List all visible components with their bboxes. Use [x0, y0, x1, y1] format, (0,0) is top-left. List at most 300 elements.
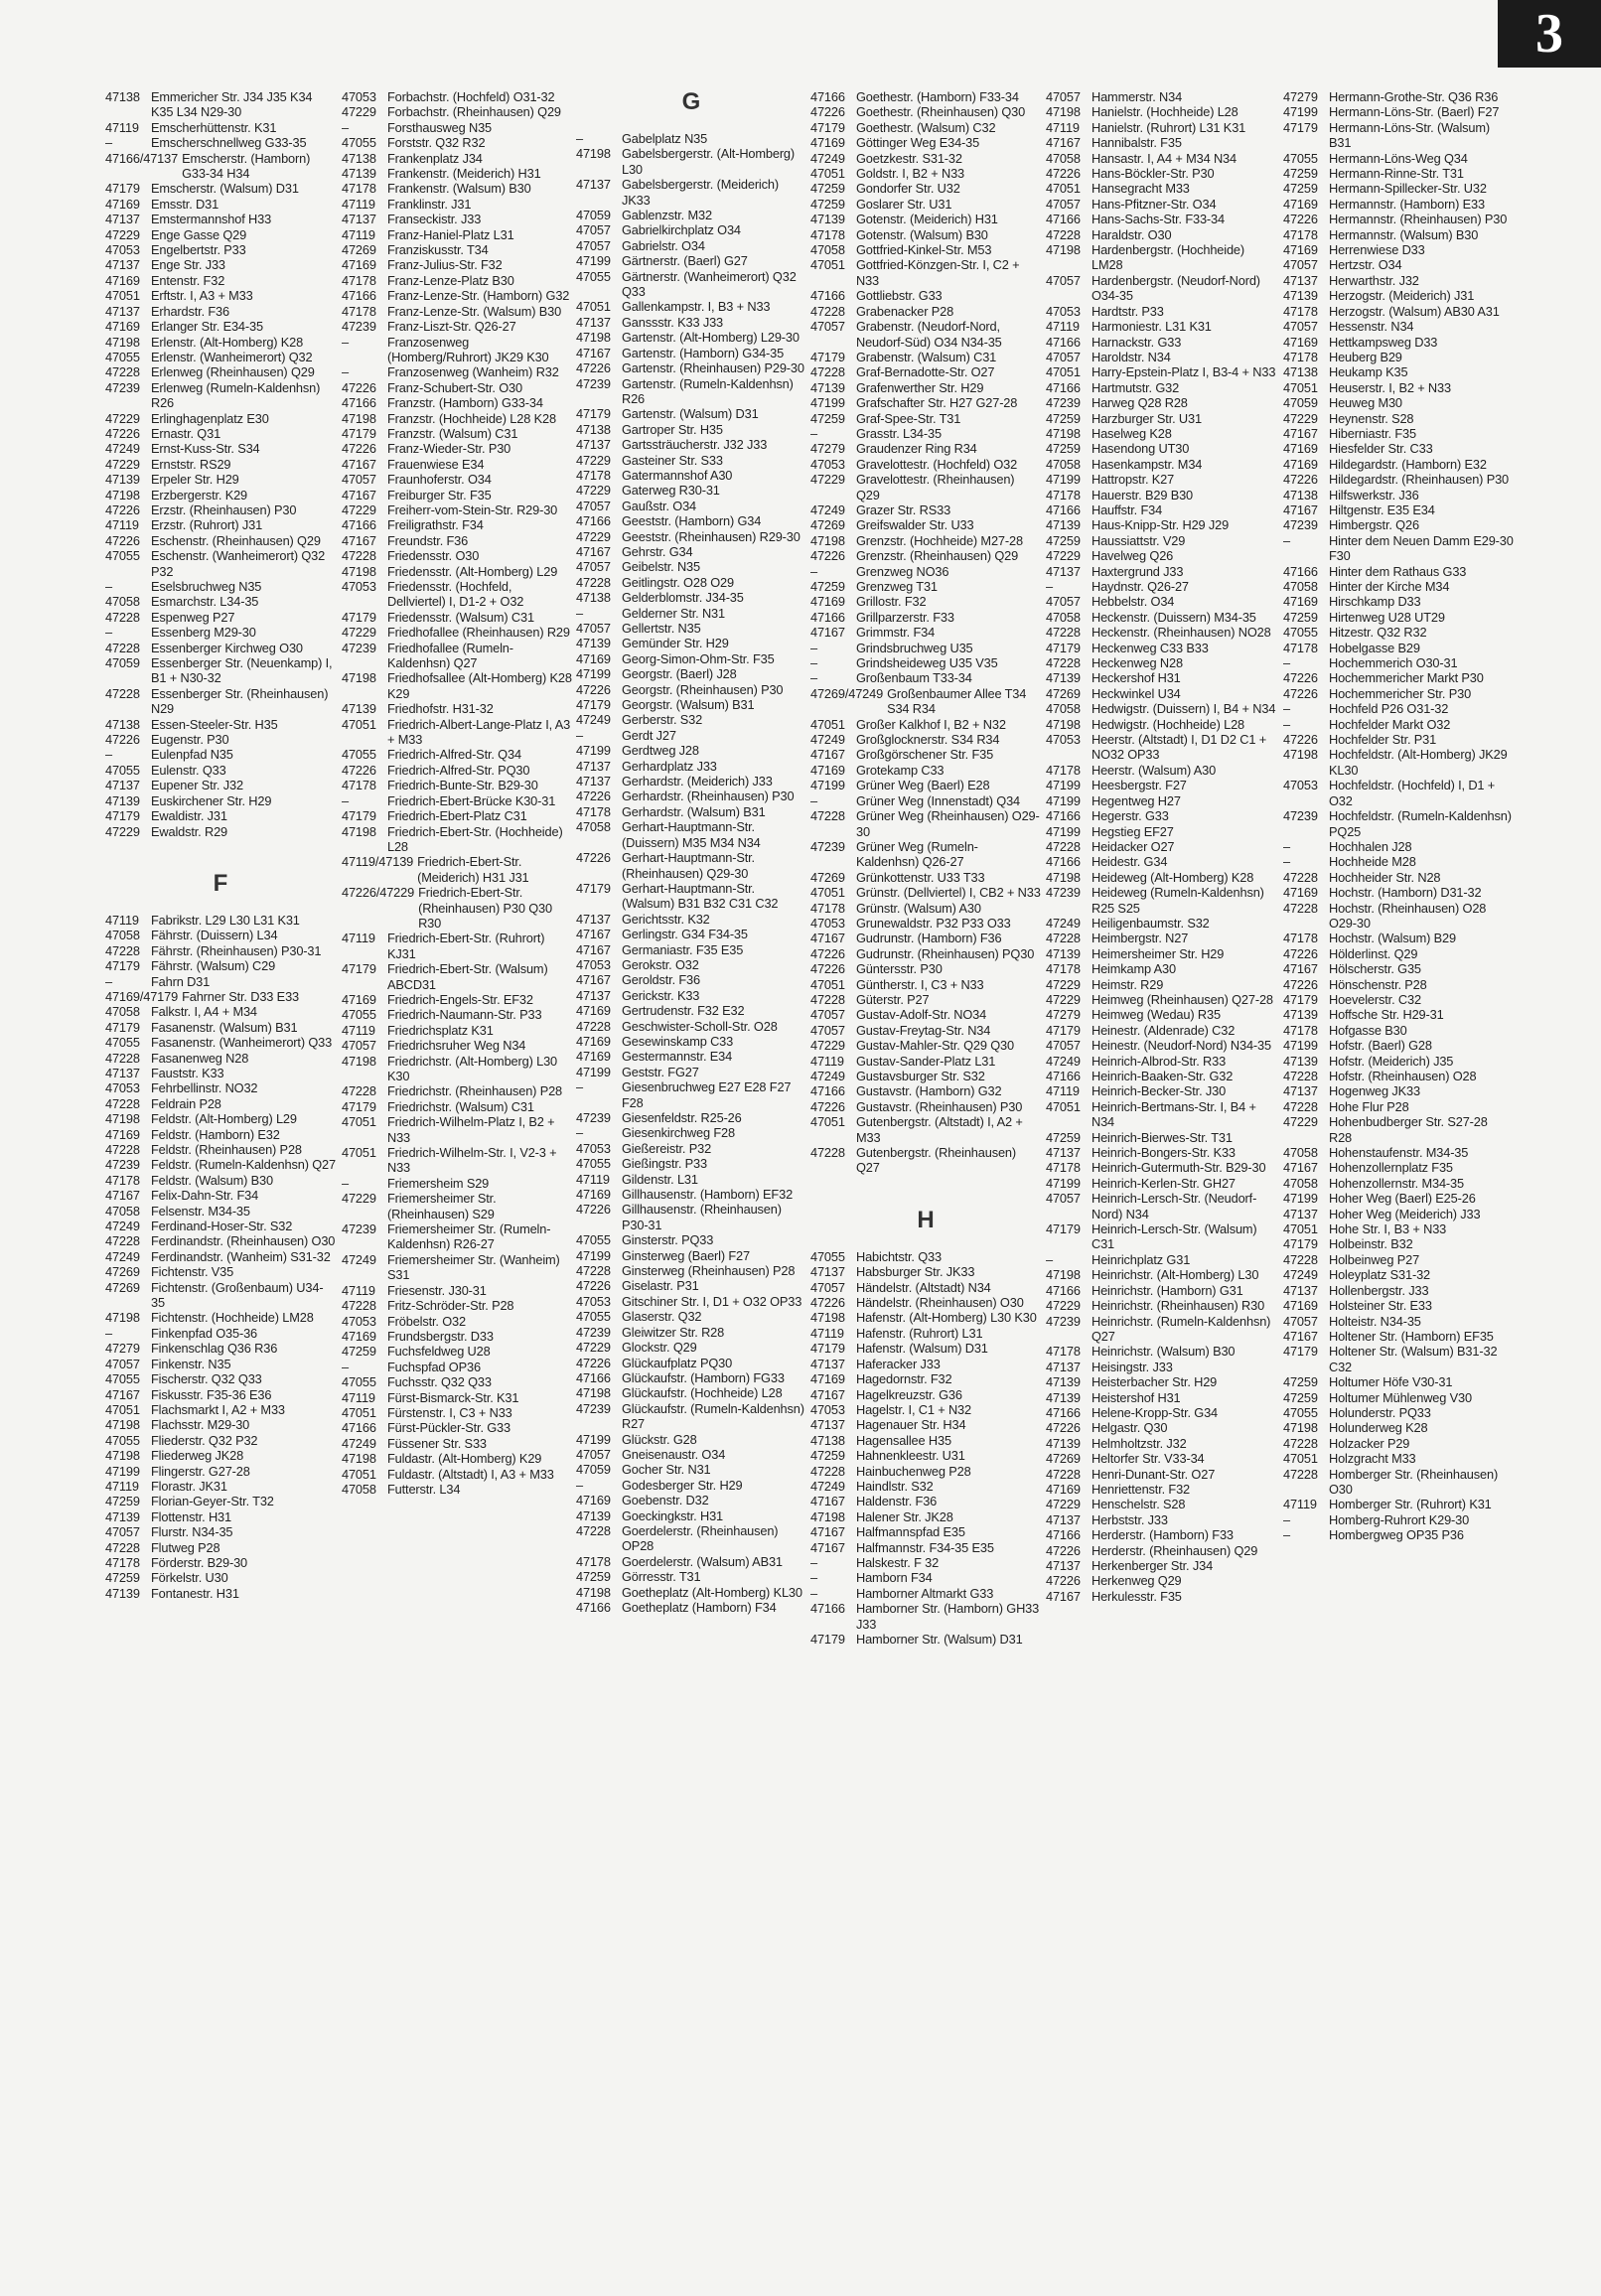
street-entry [810, 411, 1041, 426]
street-entry [576, 360, 806, 375]
postal-code: 47198 [1283, 747, 1318, 763]
postal-code: 47179 [105, 808, 140, 824]
street-name-grid: Geroldstr. F36 [622, 972, 700, 988]
street-entry [342, 1191, 572, 1221]
postal-code: 47058 [105, 1004, 140, 1020]
postal-code: 47169 [576, 650, 611, 666]
postal-code: 47259 [810, 181, 845, 197]
street-name-grid: Holunderweg K28 [1329, 1420, 1428, 1436]
street-name-grid: Hochstr. (Walsum) B29 [1329, 931, 1456, 946]
postal-code: 47119 [1283, 1497, 1317, 1512]
postal-code: 47239 [342, 640, 376, 655]
postal-code: 47198 [105, 1310, 140, 1326]
postal-code: 47166 [1046, 212, 1081, 227]
postal-code: 47139 [810, 379, 845, 395]
postal-code: – [810, 563, 817, 579]
street-name-grid: Grabenstr. (Neudorf-Nord, Neudorf-Süd) O34 N34-35 [856, 319, 1002, 350]
postal-code: 47228 [576, 574, 611, 590]
street-entry [576, 666, 806, 681]
street-entry [342, 548, 572, 563]
postal-code: – [576, 1125, 583, 1141]
street-entry [1046, 166, 1276, 181]
street-name-grid: Ginsterweg (Baerl) F27 [622, 1247, 750, 1263]
street-name-grid: Enge Gasse Q29 [151, 226, 247, 242]
street-entry [1046, 120, 1276, 135]
street-name-grid: Gerichtsstr. K32 [622, 911, 710, 927]
street-entry [1283, 1236, 1514, 1251]
street-name-grid: Fuldastr. (Altstadt) I, A3 + M33 [387, 1466, 554, 1482]
street-entry [342, 808, 572, 823]
street-entry [1283, 564, 1514, 579]
street-entry [810, 992, 1041, 1007]
postal-code: 47226 [1046, 1542, 1081, 1558]
postal-code: 47239 [342, 1221, 376, 1237]
postal-code: 47228 [105, 942, 140, 958]
street-entry [105, 181, 336, 196]
street-entry [576, 1523, 806, 1554]
street-name-grid: Heinestr. (Neudorf-Nord) N34-35 [1092, 1038, 1271, 1054]
street-name-grid: Hofstr. (Rheinhausen) O28 [1329, 1069, 1477, 1083]
postal-code: 47199 [1046, 792, 1081, 808]
street-name-grid: Haussiattstr. V29 [1092, 532, 1186, 548]
street-entry [342, 364, 572, 379]
postal-code: 47226 [1283, 976, 1318, 992]
street-name-grid: Heinrichstr. (Alt-Homberg) L30 [1092, 1267, 1259, 1283]
postal-code: 47055 [576, 268, 611, 284]
street-name-grid: Gelderblomstr. J34-35 [622, 590, 744, 606]
street-entry [1046, 808, 1276, 823]
street-entry [810, 212, 1041, 226]
postal-code: 47228 [105, 685, 140, 701]
street-entry [1283, 1344, 1514, 1374]
postal-code: 47229 [576, 483, 611, 499]
street-entry [810, 257, 1041, 288]
street-entry [342, 166, 572, 181]
postal-code: 47269 [810, 517, 845, 533]
street-entry [576, 621, 806, 636]
postal-code: 47198 [1046, 104, 1081, 120]
street-entry [105, 533, 336, 548]
street-name-grid: Herrenwiese D33 [1329, 242, 1425, 258]
street-name-grid: Hafenstr. (Walsum) D31 [856, 1341, 988, 1357]
postal-code: 47226 [576, 789, 611, 804]
street-name-grid: Friedensstr. O30 [387, 548, 480, 564]
street-entry [1283, 441, 1514, 456]
postal-code: 47138 [342, 150, 376, 166]
street-entry [576, 1309, 806, 1324]
street-entry [105, 227, 336, 242]
street-entry [1046, 1527, 1276, 1542]
postal-code: 47169 [576, 1003, 611, 1019]
postal-code: 47055 [342, 135, 376, 151]
street-entry [342, 1314, 572, 1329]
street-entry [1046, 1344, 1276, 1359]
street-entry [105, 1127, 336, 1142]
street-entry [1283, 778, 1514, 808]
postal-code: 47057 [1046, 1038, 1081, 1054]
street-entry [1046, 1099, 1276, 1130]
street-name-grid: Hochheide M28 [1329, 854, 1416, 870]
street-entry [1046, 1512, 1276, 1527]
street-entry [1283, 579, 1514, 594]
postal-code: 47229 [105, 823, 140, 839]
street-entry [810, 1249, 1041, 1264]
street-entry [810, 166, 1041, 181]
street-entry [105, 89, 336, 120]
postal-code: 47137 [576, 987, 611, 1003]
street-entry [342, 641, 572, 671]
street-name-grid: Fiskusstr. F35-36 E36 [151, 1386, 272, 1402]
street-entry [105, 1051, 336, 1066]
street-name-grid: Euskirchener Str. H29 [151, 792, 272, 808]
postal-code: 47057 [1046, 1191, 1081, 1207]
street-entry [1046, 916, 1276, 931]
postal-code: 47239 [1046, 395, 1081, 411]
street-entry [576, 1278, 806, 1293]
postal-code: 47229 [1046, 991, 1081, 1007]
street-name-grid: Glaserstr. Q32 [622, 1309, 702, 1325]
street-name-grid: Frauenwiese E34 [387, 456, 485, 472]
postal-code: 47226 [342, 762, 376, 778]
street-entry [1046, 380, 1276, 395]
street-name-grid: Hohenzollernstr. M34-35 [1329, 1175, 1464, 1191]
street-entry [105, 472, 336, 487]
street-name-grid: Gildenstr. L31 [622, 1171, 698, 1187]
street-name-grid: Gabrielkirchplatz O34 [622, 222, 741, 238]
postal-code: 47058 [105, 928, 140, 943]
postal-code: 47167 [1046, 1588, 1081, 1604]
street-name-grid: Heinrich-Lersch-Str. (Neudorf-Nord) N34 [1092, 1191, 1257, 1221]
street-entry [1046, 1083, 1276, 1098]
postal-code: 47179 [1283, 119, 1318, 135]
street-entry [1283, 395, 1514, 410]
postal-code: – [342, 334, 349, 350]
street-entry [1283, 288, 1514, 303]
postal-code: 47269 [1046, 685, 1081, 701]
street-name-grid: Hoher Weg (Meiderich) J33 [1329, 1206, 1481, 1221]
street-entry [1046, 625, 1276, 640]
postal-code: 47226 [105, 425, 140, 441]
street-entry [810, 1295, 1041, 1310]
street-name-grid: Hochfeld P26 O31-32 [1329, 701, 1449, 717]
street-entry [105, 502, 336, 517]
street-name-grid: Eulenpfad N35 [151, 747, 233, 763]
street-name-grid: Gasteiner Str. S33 [622, 452, 723, 468]
postal-code: 47137 [1046, 1145, 1081, 1161]
postal-code: 47259 [1046, 1129, 1081, 1145]
street-entry [105, 242, 336, 257]
street-name-grid: Fahrn D31 [151, 973, 211, 989]
street-name-grid: Georgstr. (Rheinhausen) P30 [622, 681, 784, 697]
street-entry [576, 483, 806, 498]
street-name-grid: Goebenstr. D32 [622, 1493, 709, 1508]
street-name-grid: Hiltgenstr. E35 E34 [1329, 502, 1435, 517]
street-name-grid: Franz-Schubert-Str. O30 [387, 379, 522, 395]
street-name-grid: Fuchsstr. Q32 Q33 [387, 1374, 492, 1390]
street-name-grid: Hagensallee H35 [856, 1432, 951, 1448]
street-name-grid: Hochstr. (Hamborn) D31-32 [1329, 885, 1482, 901]
street-entry [810, 610, 1041, 625]
street-name-grid: Gravelottestr. (Rheinhausen) Q29 [856, 472, 1015, 502]
postal-code: 47139 [576, 636, 611, 651]
postal-code: 47167 [810, 1524, 845, 1540]
postal-code: 47137 [1046, 1558, 1081, 1573]
street-name-grid: Heidestr. G34 [1092, 854, 1168, 870]
postal-code: 47178 [342, 778, 376, 793]
street-name-grid: Göttinger Weg E34-35 [856, 135, 980, 151]
street-entry [105, 943, 336, 958]
street-entry [1283, 457, 1514, 472]
street-name-grid: Güterstr. P27 [856, 991, 930, 1007]
street-name-grid: Fliederstr. Q32 P32 [151, 1432, 258, 1448]
street-name-grid: Hedwigstr. (Duissern) I, B4 + N34 [1092, 701, 1276, 717]
street-entry [1046, 1038, 1276, 1053]
street-name-grid: Hermann-Löns-Str. (Baerl) F27 [1329, 104, 1500, 120]
street-name-grid: Hansastr. I, A4 + M34 N34 [1092, 150, 1237, 166]
street-name-grid: Heistershof H31 [1092, 1389, 1181, 1405]
street-name-grid: Grafenwerther Str. H29 [856, 379, 984, 395]
street-entry [810, 564, 1041, 579]
postal-code: 47139 [576, 1507, 611, 1523]
street-entry [576, 774, 806, 789]
street-name-grid: Gartenstr. (Hamborn) G34-35 [622, 345, 785, 360]
postal-code: 47179 [1283, 1236, 1318, 1252]
postal-code: 47228 [105, 1233, 140, 1249]
street-entry [105, 655, 336, 686]
street-name-grid: Godesberger Str. H29 [622, 1477, 743, 1493]
street-entry [576, 330, 806, 345]
street-name-grid: Friedrichsruher Weg N34 [387, 1038, 526, 1054]
street-entry [810, 1417, 1041, 1432]
street-entry [342, 717, 572, 748]
street-entry [576, 927, 806, 941]
postal-code: 47178 [576, 803, 611, 819]
postal-code: 47055 [105, 1035, 140, 1051]
street-entry [1046, 594, 1276, 609]
postal-code: 47167 [1283, 425, 1318, 441]
street-entry [576, 1447, 806, 1462]
street-name-grid: Hagenauer Str. H34 [856, 1417, 966, 1433]
postal-code: 47228 [1046, 625, 1081, 641]
street-entry [105, 808, 336, 823]
street-name-grid: Fährstr. (Rheinhausen) P30-31 [151, 942, 322, 958]
street-name-grid: Hanielstr. (Ruhrort) L31 K31 [1092, 119, 1246, 135]
street-entry [1046, 579, 1276, 594]
street-entry [342, 1283, 572, 1298]
postal-code: 47139 [105, 792, 140, 808]
index-column-2 [342, 89, 572, 1497]
postal-code: 47169 [810, 762, 845, 778]
postal-code: 47169 [105, 1126, 140, 1142]
street-entry [342, 961, 572, 992]
street-entry [810, 1448, 1041, 1463]
street-name-grid: Hanielstr. (Hochheide) L28 [1092, 104, 1238, 120]
street-entry [810, 426, 1041, 441]
street-entry [1283, 335, 1514, 350]
street-name-grid: Harweg Q28 R28 [1092, 395, 1188, 411]
street-name-grid: Geibelstr. N35 [622, 559, 700, 575]
street-name-grid: Hagelstr. I, C1 + N32 [856, 1401, 971, 1417]
postal-code: 47053 [105, 242, 140, 258]
street-entry [1283, 1314, 1514, 1329]
postal-code: 47179 [105, 181, 140, 197]
postal-code: 47051 [810, 257, 845, 273]
postal-code: – [1283, 1511, 1290, 1527]
street-name-grid: Holeyplatz S31-32 [1329, 1267, 1431, 1283]
street-entry [1283, 227, 1514, 242]
street-entry [1046, 335, 1276, 350]
street-name-grid: Fauststr. K33 [151, 1065, 224, 1080]
street-entry [1046, 319, 1276, 334]
street-name-grid: Hasenkampstr. M34 [1092, 456, 1203, 472]
postal-code: 47055 [105, 1432, 140, 1448]
postal-code: 47226 [105, 732, 140, 748]
street-entry [1283, 472, 1514, 487]
street-name-grid: Erzstr. (Rheinhausen) P30 [151, 502, 297, 517]
street-name-grid: Havelweg Q26 [1092, 548, 1174, 564]
street-name-grid: Gatermannshof A30 [622, 467, 733, 483]
street-name-grid: Gehrstr. G34 [622, 543, 693, 559]
street-name-grid: Fabrikstr. L29 L30 L31 K31 [151, 912, 300, 928]
street-entry [1283, 1069, 1514, 1083]
street-name-grid: Gaußstr. O34 [622, 498, 697, 513]
postal-code: 47198 [810, 1310, 845, 1326]
postal-code: 47167 [810, 747, 845, 763]
street-entry [1046, 472, 1276, 487]
street-name-grid: Hagelkreuzstr. G36 [856, 1386, 962, 1402]
postal-code: 47137 [576, 177, 611, 193]
street-name-grid: Haroldstr. N34 [1092, 349, 1171, 364]
street-entry [1046, 1007, 1276, 1022]
postal-code: 47138 [1283, 487, 1318, 502]
street-entry [576, 1401, 806, 1432]
postal-code: – [1283, 532, 1290, 548]
street-entry [105, 686, 336, 717]
postal-code: 47228 [342, 1298, 376, 1314]
street-entry [576, 1585, 806, 1600]
postal-code: 47119 [105, 119, 139, 135]
street-entry [810, 517, 1041, 532]
postal-code: 47167 [576, 941, 611, 957]
street-entry [1046, 1558, 1276, 1573]
street-entry [1283, 839, 1514, 854]
postal-code: 47169 [576, 1033, 611, 1049]
postal-code: 47139 [342, 701, 376, 717]
street-entry [1283, 1038, 1514, 1053]
street-entry [105, 1357, 336, 1371]
postal-code: 47269 [1046, 1451, 1081, 1467]
street-entry [105, 793, 336, 808]
street-name-grid: Essen-Steeler-Str. H35 [151, 716, 278, 732]
street-name-grid: Gabelsbergerstr. (Meiderich) JK33 [622, 177, 779, 208]
postal-code: 47198 [1046, 716, 1081, 732]
postal-code: 47166 [342, 517, 376, 533]
street-entry [105, 1524, 336, 1539]
street-name-grid: Gerickstr. K33 [622, 987, 700, 1003]
street-entry [1283, 977, 1514, 992]
postal-code: 47119 [342, 1389, 375, 1405]
street-name-grid: Herzogstr. (Walsum) AB30 A31 [1329, 303, 1500, 319]
street-name-grid: Hamborner Str. (Walsum) D31 [856, 1632, 1023, 1647]
street-entry [1046, 655, 1276, 670]
street-entry [1283, 1451, 1514, 1466]
postal-code: 47249 [810, 1069, 845, 1083]
postal-code: 47051 [1046, 1098, 1081, 1114]
street-entry [576, 499, 806, 513]
postal-code: – [576, 1477, 583, 1493]
street-entry [105, 778, 336, 792]
street-entry [1046, 1023, 1276, 1038]
street-entry [1046, 457, 1276, 472]
postal-code: 47178 [1283, 1022, 1318, 1038]
postal-code: 47051 [1283, 379, 1318, 395]
street-entry [105, 1494, 336, 1508]
street-entry [1046, 395, 1276, 410]
postal-code: 47058 [105, 594, 140, 610]
street-entry [1046, 763, 1276, 778]
postal-code: 47166 [810, 288, 845, 304]
street-name-grid: Görresstr. T31 [622, 1569, 701, 1585]
street-entry [342, 1114, 572, 1145]
street-name-grid: Heinrich-Bierwes-Str. T31 [1092, 1129, 1233, 1145]
street-entry [105, 958, 336, 973]
postal-code: 47138 [1283, 364, 1318, 380]
street-entry [342, 457, 572, 472]
street-name-grid: Halfmannspfad E35 [856, 1524, 965, 1540]
street-name-grid: Hamborn F34 [856, 1570, 933, 1586]
postal-code: 47179 [1046, 1221, 1081, 1237]
street-entry [342, 1145, 572, 1176]
street-name-grid: Herzogstr. (Meiderich) J31 [1329, 288, 1475, 304]
postal-code: – [1283, 854, 1290, 870]
street-entry [1283, 151, 1514, 166]
street-entry [576, 1462, 806, 1477]
street-entry [810, 717, 1041, 732]
postal-code: 47169 [1283, 242, 1318, 258]
postal-code: 47279 [810, 441, 845, 457]
postal-code: – [105, 625, 112, 641]
street-name-grid: Hofgasse B30 [1329, 1022, 1407, 1038]
street-entry [105, 1448, 336, 1463]
street-entry [1046, 151, 1276, 166]
postal-code: 47166 [1046, 379, 1081, 395]
street-entry [105, 151, 336, 182]
postal-code: 47226 [1046, 166, 1081, 182]
postal-code: 47051 [342, 1114, 376, 1130]
postal-code: 47239 [810, 838, 845, 854]
street-name-grid: Grünstr. (Dellviertel) I, CB2 + N33 [856, 885, 1041, 901]
street-name-grid: Friedrichstr. (Alt-Homberg) L30 K30 [387, 1053, 558, 1083]
street-name-grid: Helgastr. Q30 [1092, 1420, 1168, 1436]
street-entry [1046, 1314, 1276, 1345]
postal-code: 47269/47249 [810, 685, 884, 701]
street-entry [105, 120, 336, 135]
street-entry [1283, 1374, 1514, 1389]
street-entry [810, 1114, 1041, 1145]
postal-code: 47179 [342, 1098, 376, 1114]
street-entry [105, 732, 336, 747]
street-name-grid: Hohe Flur P28 [1329, 1098, 1409, 1114]
street-name-grid: Fasanenweg N28 [151, 1050, 249, 1066]
street-entry [576, 315, 806, 330]
street-entry [810, 1632, 1041, 1647]
postal-code: 47051 [810, 976, 845, 992]
postal-code: 47167 [810, 1539, 845, 1555]
street-entry [342, 1344, 572, 1359]
street-entry [342, 151, 572, 166]
street-entry [576, 1554, 806, 1569]
postal-code: – [576, 605, 583, 621]
